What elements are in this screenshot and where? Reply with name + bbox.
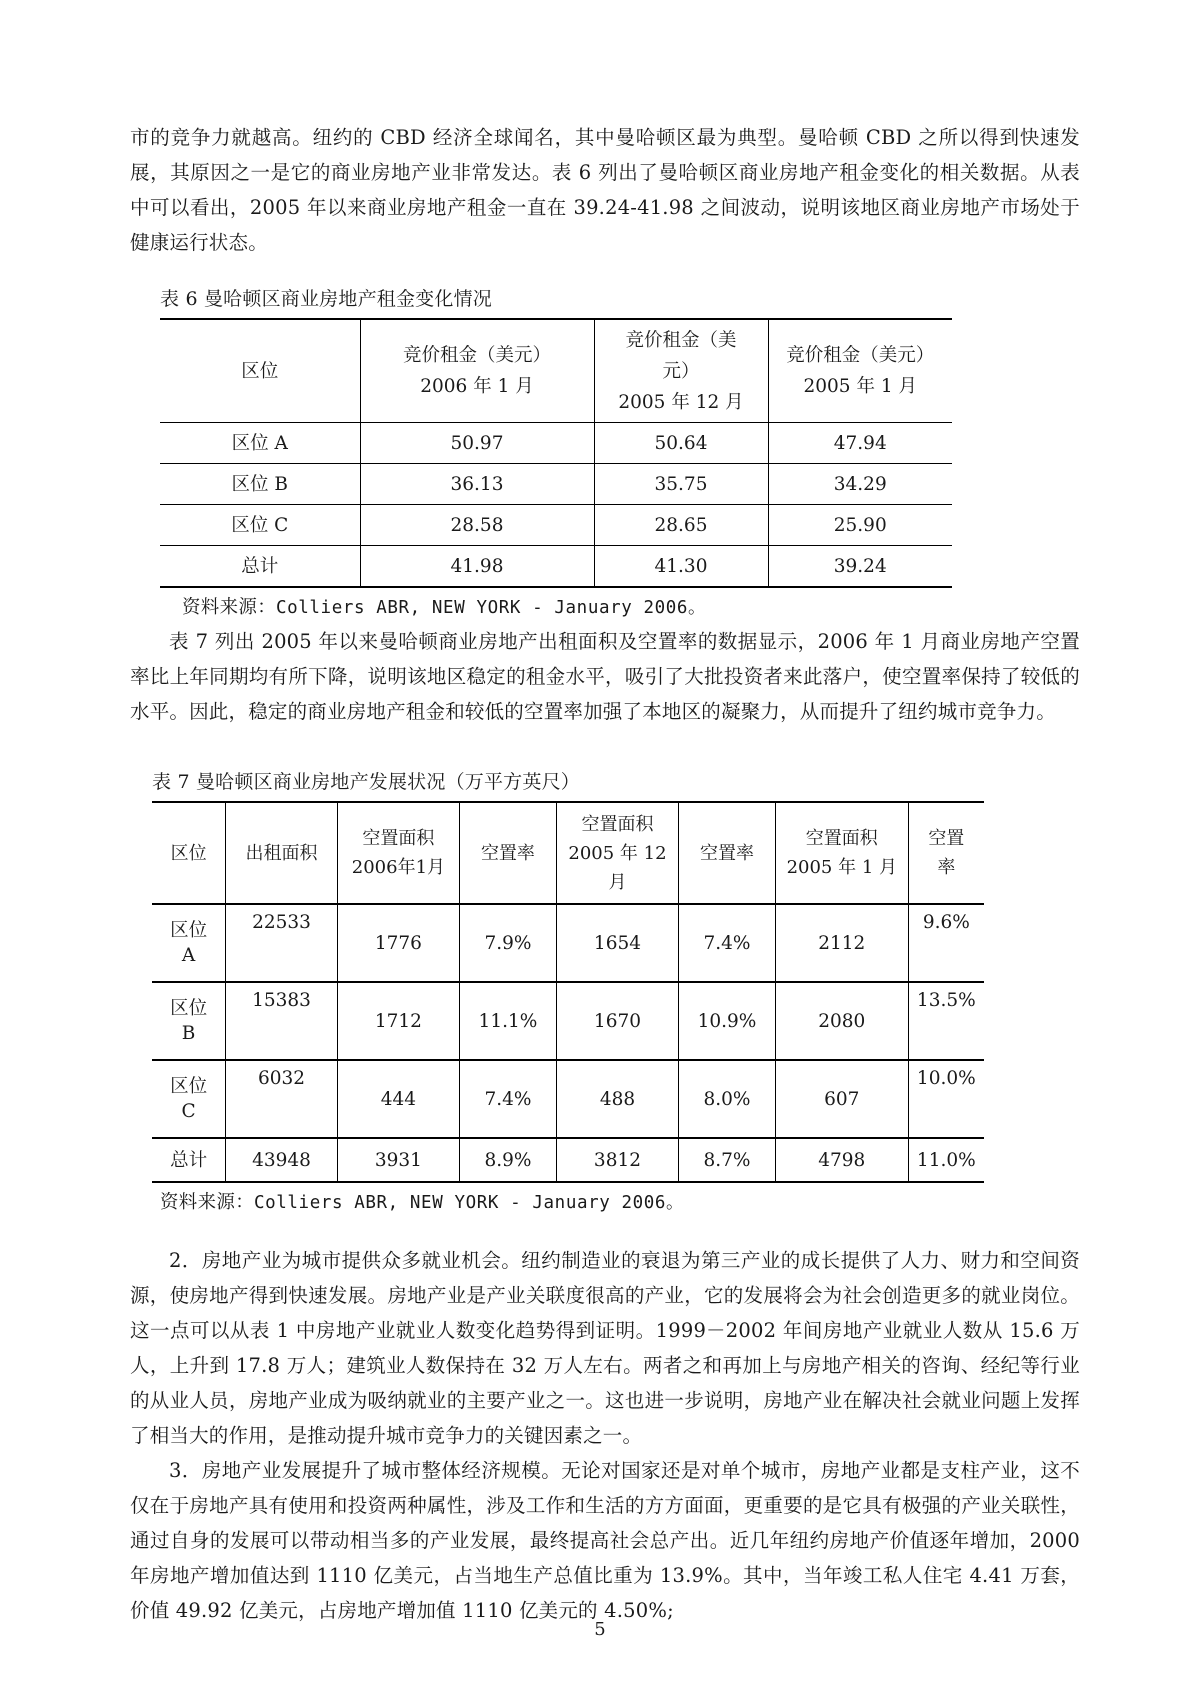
table6-header-dec2005-line2: 元）	[662, 360, 700, 382]
table7-cell-vac-jan2005: 2112	[775, 904, 908, 982]
table7-cell-rate-jan2006: 8.9%	[460, 1138, 557, 1182]
table7-cell-leased: 15383	[226, 982, 338, 1060]
table7-cell-vac-jan2005: 2080	[775, 982, 908, 1060]
table-row	[160, 464, 952, 505]
table7-cell-vac-jan2006: 1712	[337, 982, 459, 1060]
table7-cell-vac-jan2006: 1776	[337, 904, 459, 982]
table7-cell-rate-jan2005: 11.0%	[908, 1138, 984, 1182]
table6-cell-jan2006: 28.58	[360, 505, 594, 546]
table7-cell-rate-jan2006: 11.1%	[460, 982, 557, 1060]
table6-cell-jan2006: 50.97	[360, 423, 594, 464]
table7-cell-rate-dec2005: 7.4%	[679, 904, 776, 982]
table7-header-rate-jan2005-line2: 率	[937, 857, 956, 878]
table6-header-jan2006	[360, 319, 594, 423]
table6-header-jan2005-line2: 2005 年 1 月	[803, 376, 917, 397]
table7-cell-zone-line2: A	[181, 945, 196, 966]
table7-cell-rate-jan2006: 7.4%	[460, 1060, 557, 1138]
table7-cell-rate-dec2005: 8.7%	[679, 1138, 776, 1182]
table6-source-label: 资料来源：	[182, 597, 277, 618]
table7-header-rate-jan2005-line1: 空置	[928, 828, 965, 849]
table7-header-vac-jan2005	[775, 802, 908, 904]
table7-cell-vac-jan2006: 444	[337, 1060, 459, 1138]
table7-header-rate-jan2005	[908, 802, 984, 904]
table7-cell-rate-dec2005: 8.0%	[679, 1060, 776, 1138]
table7-cell-vac-jan2006: 3931	[337, 1138, 459, 1182]
table6-cell-jan2006: 36.13	[360, 464, 594, 505]
table7-header-vac-jan2006	[337, 802, 459, 904]
table7	[152, 801, 984, 1183]
table7-cell-zone	[152, 982, 226, 1060]
table6-header-zone: 区位	[160, 319, 360, 423]
spacer	[130, 1219, 1080, 1243]
table6-cell-jan2005: 34.29	[768, 464, 952, 505]
table7-cell-rate-dec2005: 10.9%	[679, 982, 776, 1060]
table7-cell-leased: 6032	[226, 1060, 338, 1138]
table7-header-rate-jan2006: 空置率	[460, 802, 557, 904]
table7-cell-vac-dec2005: 3812	[556, 1138, 678, 1182]
table7-cell-vac-jan2005: 4798	[775, 1138, 908, 1182]
table6-header-dec2005	[594, 319, 768, 423]
page-number: 5	[594, 1619, 606, 1640]
table7-source	[130, 1187, 1080, 1219]
table6-cell-dec2005: 50.64	[594, 423, 768, 464]
table7-header-vac-jan2006-line1: 空置面积	[362, 828, 435, 849]
table-row	[152, 982, 984, 1060]
table6-cell-jan2006: 41.98	[360, 546, 594, 588]
table7-cell-zone	[152, 904, 226, 982]
table7-source-text: Colliers ABR, NEW YORK - January 2006。	[254, 1193, 685, 1213]
table6	[160, 318, 952, 588]
table7-header-zone: 区位	[152, 802, 226, 904]
table-row	[152, 904, 984, 982]
table7-cell-vac-dec2005: 488	[556, 1060, 678, 1138]
body-paragraph-2: 表 7 列出 2005 年以来曼哈顿商业房地产出租面积及空置率的数据显示，2006 年 1 月商业房地产空置率比上年同期均有所下降，说明该地区稳定的租金水平，吸引了大批投资者来此落户，使空置率保持了较低的水平。因此，稳定的商业房地产租金和较低的空置率加强了本地区的凝聚力，从而提升了纽约城市竞争力。	[130, 630, 1080, 723]
table6-cell-zone: 总计	[160, 546, 360, 588]
table7-cell-rate-jan2006: 7.9%	[460, 904, 557, 982]
table7-header-rate-dec2005: 空置率	[679, 802, 776, 904]
table6-header-jan2006-line1: 竞价租金（美元）	[402, 345, 551, 366]
body-paragraph-3: 2．房地产业为城市提供众多就业机会。纽约制造业的衰退为第三产业的成长提供了人力、财力和空间资源，使房地产得到快速发展。房地产业是产业关联度很高的产业，它的发展将会为社会创造更多的就业岗位。这一点可以从表 1 中房地产业就业人数变化趋势得到证明。1999－2002 年间房地产业就业人数从 15.6 万人，上升到 17.8 万人；建筑业人数保持在 32 万人左右。两者之和再加上与房地产相关的咨询、经纪等行业的从业人员，房地产业成为吸纳就业的主要产业之一。这也进一步说明，房地产业在解决社会就业问题上发挥了相当大的作用，是推动提升城市竞争力的关键因素之一。	[130, 1249, 1080, 1447]
table6-cell-dec2005: 41.30	[594, 546, 768, 588]
table6-header-jan2005-line1: 竞价租金（美元）	[786, 345, 935, 366]
table7-cell-leased: 22533	[226, 904, 338, 982]
body-paragraph-1: 市的竞争力就越高。纽约的 CBD 经济全球闻名，其中曼哈顿区最为典型。曼哈顿 CBD 之所以得到快速发展，其原因之一是它的商业房地产业非常发达。表 6 列出了曼哈顿区商业房地产租金变化的相关数据。从表中可以看出，2005 年以来商业房地产租金一直在 39.24-41.98 之间波动，说明该地区商业房地产市场处于健康运行状态。	[130, 126, 1080, 254]
table6-cell-dec2005: 35.75	[594, 464, 768, 505]
body-paragraph-4: 3．房地产业发展提升了城市整体经济规模。无论对国家还是对单个城市，房地产业都是支柱产业，这不仅在于房地产具有使用和投资两种属性，涉及工作和生活的方方面面，更重要的是它具有极强的产业关联性，通过自身的发展可以带动相当多的产业发展，最终提高社会总产出。近几年纽约房地产价值逐年增加，2000 年房地产增加值达到 1110 亿美元，占当地生产总值比重为 13.9%。其中，当年竣工私人住宅 4.41 万套，价值 49.92 亿美元，占房地产增加值 1110 亿美元的 4.50%;	[130, 1459, 1080, 1622]
table7-cell-vac-jan2005: 607	[775, 1060, 908, 1138]
table7-cell-zone-line1: 区位	[170, 998, 208, 1019]
table6-cell-jan2005: 47.94	[768, 423, 952, 464]
table6-cell-zone: 区位 A	[160, 423, 360, 464]
table7-cell-zone: 总计	[152, 1138, 226, 1182]
spacer	[130, 729, 1080, 767]
table7-cell-zone-line2: C	[181, 1101, 196, 1122]
table6-header-dec2005-line1: 竞价租金（美	[625, 329, 737, 351]
table7-cell-vac-dec2005: 1670	[556, 982, 678, 1060]
table-row-total	[160, 546, 952, 588]
table6-cell-zone: 区位 B	[160, 464, 360, 505]
table6-header-row	[160, 319, 952, 423]
table6-cell-jan2005: 39.24	[768, 546, 952, 588]
table7-cell-zone-line2: B	[181, 1023, 196, 1044]
table7-cell-zone-line1: 区位	[170, 1076, 208, 1097]
spacer	[130, 260, 1080, 284]
table7-cell-leased: 43948	[226, 1138, 338, 1182]
table7-header-row	[152, 802, 984, 904]
table-row	[152, 1060, 984, 1138]
table7-cell-zone	[152, 1060, 226, 1138]
table6-header-jan2006-line2: 2006 年 1 月	[420, 376, 534, 397]
table6-cell-dec2005: 28.65	[594, 505, 768, 546]
table6-source	[130, 592, 1080, 624]
table7-cell-zone-line1: 区位	[170, 920, 208, 941]
table7-header-vac-dec2005-line2: 2005 年 12	[568, 842, 667, 864]
table-row-total	[152, 1138, 984, 1182]
table7-header-vac-jan2005-line1: 空置面积	[805, 828, 878, 849]
table7-header-vac-dec2005-line3: 月	[608, 871, 627, 893]
table6-cell-zone: 区位 C	[160, 505, 360, 546]
table6-header-dec2005-line3: 2005 年 12 月	[618, 391, 744, 413]
table6-header-jan2005	[768, 319, 952, 423]
table7-cell-rate-jan2005: 10.0%	[908, 1060, 984, 1138]
table7-header-vac-jan2006-line2: 2006年1月	[351, 857, 446, 878]
table-row	[160, 423, 952, 464]
table7-header-leased: 出租面积	[226, 802, 338, 904]
table7-cell-rate-jan2005: 13.5%	[908, 982, 984, 1060]
table7-source-label: 资料来源：	[160, 1192, 255, 1213]
table6-caption: 表 6 曼哈顿区商业房地产租金变化情况	[160, 288, 492, 310]
table7-caption: 表 7 曼哈顿区商业房地产发展状况（万平方英尺）	[152, 771, 580, 793]
table-row	[160, 505, 952, 546]
table7-cell-rate-jan2005: 9.6%	[908, 904, 984, 982]
table6-source-text: Colliers ABR, NEW YORK - January 2006。	[276, 598, 707, 618]
table7-cell-vac-dec2005: 1654	[556, 904, 678, 982]
table6-cell-jan2005: 25.90	[768, 505, 952, 546]
table7-header-vac-dec2005	[556, 802, 678, 904]
table7-header-vac-jan2005-line2: 2005 年 1 月	[786, 857, 897, 878]
table7-header-vac-dec2005-line1: 空置面积	[581, 813, 654, 835]
